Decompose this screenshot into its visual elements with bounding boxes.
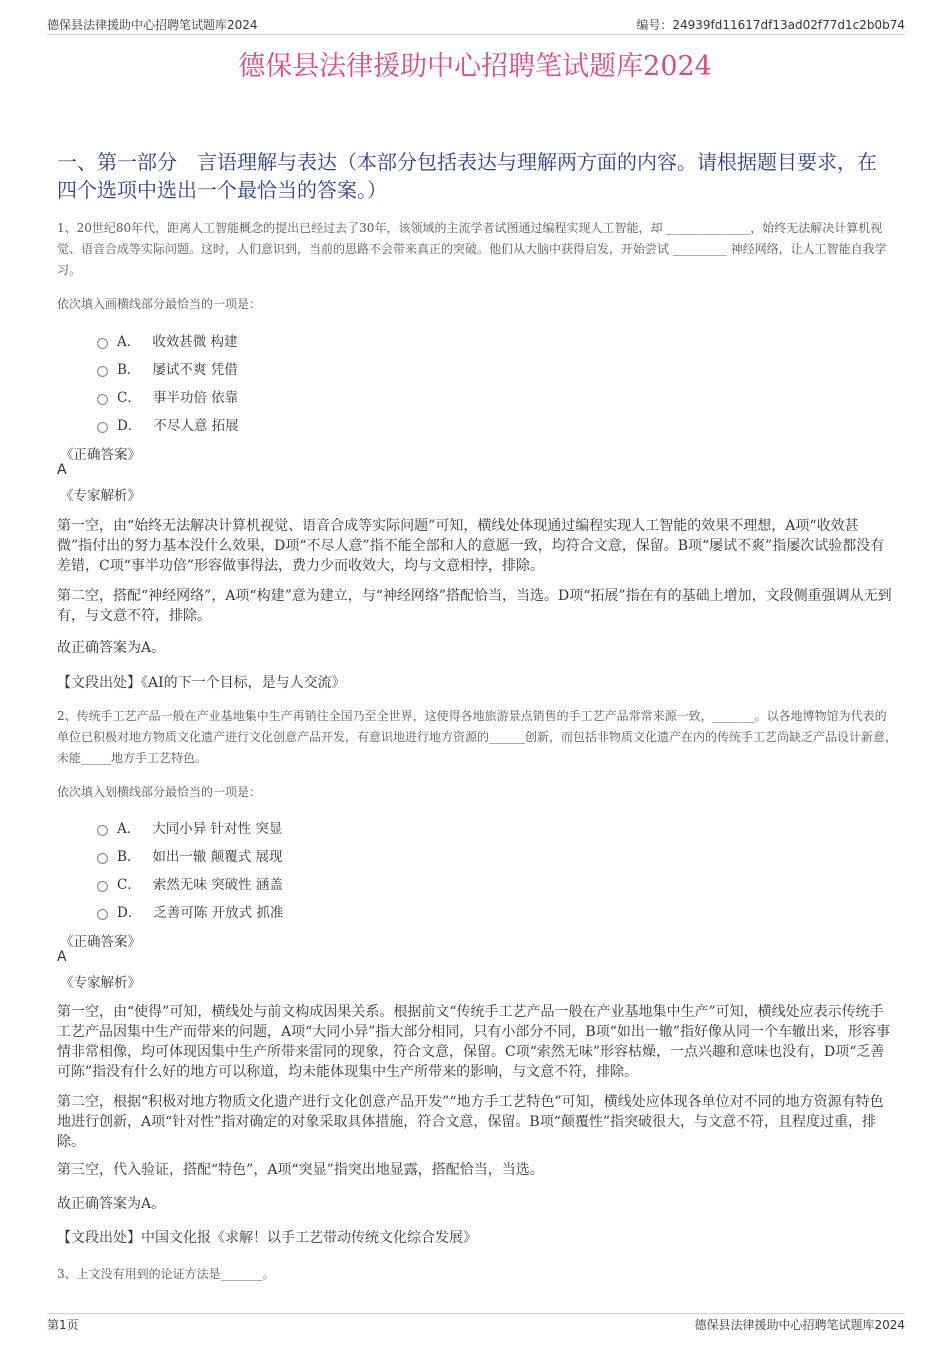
question-2-option-c[interactable] (97, 873, 283, 893)
question-1-prompt: 依次填入画横线部分最恰当的一项是： (57, 297, 262, 311)
section-heading: 一、第一部分 言语理解与表达（本部分包括表达与理解两方面的内容。请根据题目要求，在四个选项中选出一个最恰当的答案。） (57, 150, 877, 202)
page-header (47, 14, 905, 35)
radio-icon[interactable] (97, 909, 108, 920)
question-1-analysis-label: 《专家解析》 (60, 488, 141, 504)
radio-icon[interactable] (97, 825, 108, 836)
question-2-conclusion: 故正确答案为A。 (57, 1196, 166, 1212)
option-letter: A． (117, 334, 141, 350)
question-2-answer: A (57, 949, 67, 965)
option-text: 事半功倍 依靠 (152, 390, 239, 406)
question-1-option-d[interactable] (97, 414, 239, 434)
header-doc-title: 德保县法律援助中心招聘笔试题库2024 (47, 18, 258, 32)
option-letter: D． (117, 905, 142, 921)
question-2-analysis-paragraph: 第一空，由“使得”可知，横线处与前文构成因果关系。根据前文“传统手工艺产品一般在产业基地集中生产”可知，横线处应表示传统手工艺产品因集中生产而带来的问题，A项“大同小异”指大部分相同，只有小部分不同，B项“如出一辙”指好像从同一个车辙出来，形容事情非常相像，均可体现因集中生产所带来雷同的现象，符合文意，保留。C项“索然无味”形容枯燥，一点兴趣和意味也没有，D项“乏善可陈”指没有什么好的地方可以称道，均未能体现集中生产所带来的影响，与文意不符，排除。 (57, 1004, 891, 1080)
question-2-analysis-paragraph: 第三空，代入验证，搭配“特色”，A项“突显”指突出地显露，搭配恰当，当选。 (57, 1162, 544, 1178)
footer-page-number: 第1页 (47, 1318, 79, 1332)
option-text: 不尽人意 拓展 (153, 418, 239, 434)
option-text: 大同小异 针对性 突显 (152, 821, 283, 837)
question-1-source: 【文段出处】《AI的下一个目标，是与人交流》 (57, 675, 346, 691)
option-text: 索然无味 突破性 涵盖 (152, 877, 283, 893)
question-1-option-c[interactable] (97, 386, 238, 406)
option-letter: C． (117, 390, 141, 406)
question-2-source: 【文段出处】中国文化报《求解！以手工艺带动传统文化综合发展》 (57, 1230, 477, 1246)
question-1-analysis-paragraph: 第二空，搭配“神经网络”，A项“构建”意为建立，与“神经网络”搭配恰当，当选。D项“拓展”指在有的基础上增加，文段侧重强调从无到有，与文意不符，排除。 (57, 588, 892, 624)
question-2-prompt: 依次填入划横线部分最恰当的一项是： (57, 785, 262, 799)
question-1-answer-label: 《正确答案》 (60, 447, 141, 463)
question-1-analysis-paragraph: 第一空，由“始终无法解决计算机视觉、语音合成等实际问题”可知，横线处体现通过编程实现人工智能的效果不理想，A项“收效甚微”指付出的努力基本没什么效果，D项“不尽人意”指不能全部和人的意愿一致，均符合文意，保留。B项“屡试不爽”指屡次试验都没有差错，C项“事半功倍”形容做事得法，费力少而收效大，均与文意相悖，排除。 (57, 518, 885, 574)
option-text: 收效甚微 构建 (152, 334, 238, 350)
radio-icon[interactable] (97, 853, 108, 864)
radio-icon[interactable] (97, 394, 108, 405)
header-doc-id: 编号：24939fd11617df13ad02f77d1c2b0b74 (636, 18, 905, 32)
option-text: 乏善可陈 开放式 抓准 (153, 905, 284, 921)
footer-doc-title: 德保县法律援助中心招聘笔试题库2024 (694, 1318, 905, 1332)
question-2-answer-label: 《正确答案》 (60, 934, 141, 950)
radio-icon[interactable] (97, 366, 108, 377)
question-1-answer: A (57, 462, 67, 478)
question-1-option-a[interactable] (97, 330, 238, 350)
question-1-text: 1、20世纪80年代，距离人工智能概念的提出已经过去了30年，该领域的主流学者试图通过编程实现人工智能，却 ______________，始终无法解决计算机视觉、语音合成等实际问题。这时，人们意识到，当前的思路不会带来真正的突破。他们从大脑中获得启发，开始尝试 _________ 神经网络，让人工智能自我学习。 (57, 221, 887, 277)
question-1-conclusion: 故正确答案为A。 (57, 640, 166, 656)
question-2-option-d[interactable] (97, 901, 283, 921)
page-title: 德保县法律援助中心招聘笔试题库2024 (238, 51, 712, 82)
question-2-option-b[interactable] (97, 845, 283, 865)
option-letter: D． (117, 418, 142, 434)
option-text: 屡试不爽 凭借 (152, 362, 238, 378)
option-letter: C． (117, 877, 141, 893)
question-2-analysis-label: 《专家解析》 (60, 975, 141, 991)
option-letter: A． (117, 821, 141, 837)
question-2-option-a[interactable] (97, 817, 282, 837)
question-1-option-b[interactable] (97, 358, 238, 378)
option-text: 如出一辙 颠覆式 展现 (152, 849, 283, 865)
radio-icon[interactable] (97, 422, 108, 433)
radio-icon[interactable] (97, 881, 108, 892)
question-2-analysis-paragraph: 第二空，根据“积极对地方物质文化遗产进行文化创意产品开发”“地方手工艺特色”可知，横线处应体现各单位对不同的地方资源有特色地进行创新，A项“针对性”指对确定的对象采取具体措施，符合文意，保留。B项“颠覆性”指突破很大，与文意不符，且程度过重，排除。 (57, 1094, 884, 1150)
page-footer (47, 1313, 905, 1332)
option-letter: B． (117, 849, 141, 865)
option-letter: B． (117, 362, 141, 378)
question-2-text: 2、传统手工艺产品一般在产业基地集中生产再销往全国乃至全世界，这使得各地旅游景点销售的手工艺产品常常来源一致，_______。以各地博物馆为代表的单位已积极对地方物质文化遗产进行文化创意产品开发，有意识地进行地方资源的______创新，而包括非物质文化遗产在内的传统手工艺尚缺乏产品设计新意，未能_____地方手工艺特色。 (57, 709, 898, 765)
question-3-text: 3、上文没有用到的论证方法是_______。 (57, 1267, 275, 1281)
radio-icon[interactable] (97, 338, 108, 349)
